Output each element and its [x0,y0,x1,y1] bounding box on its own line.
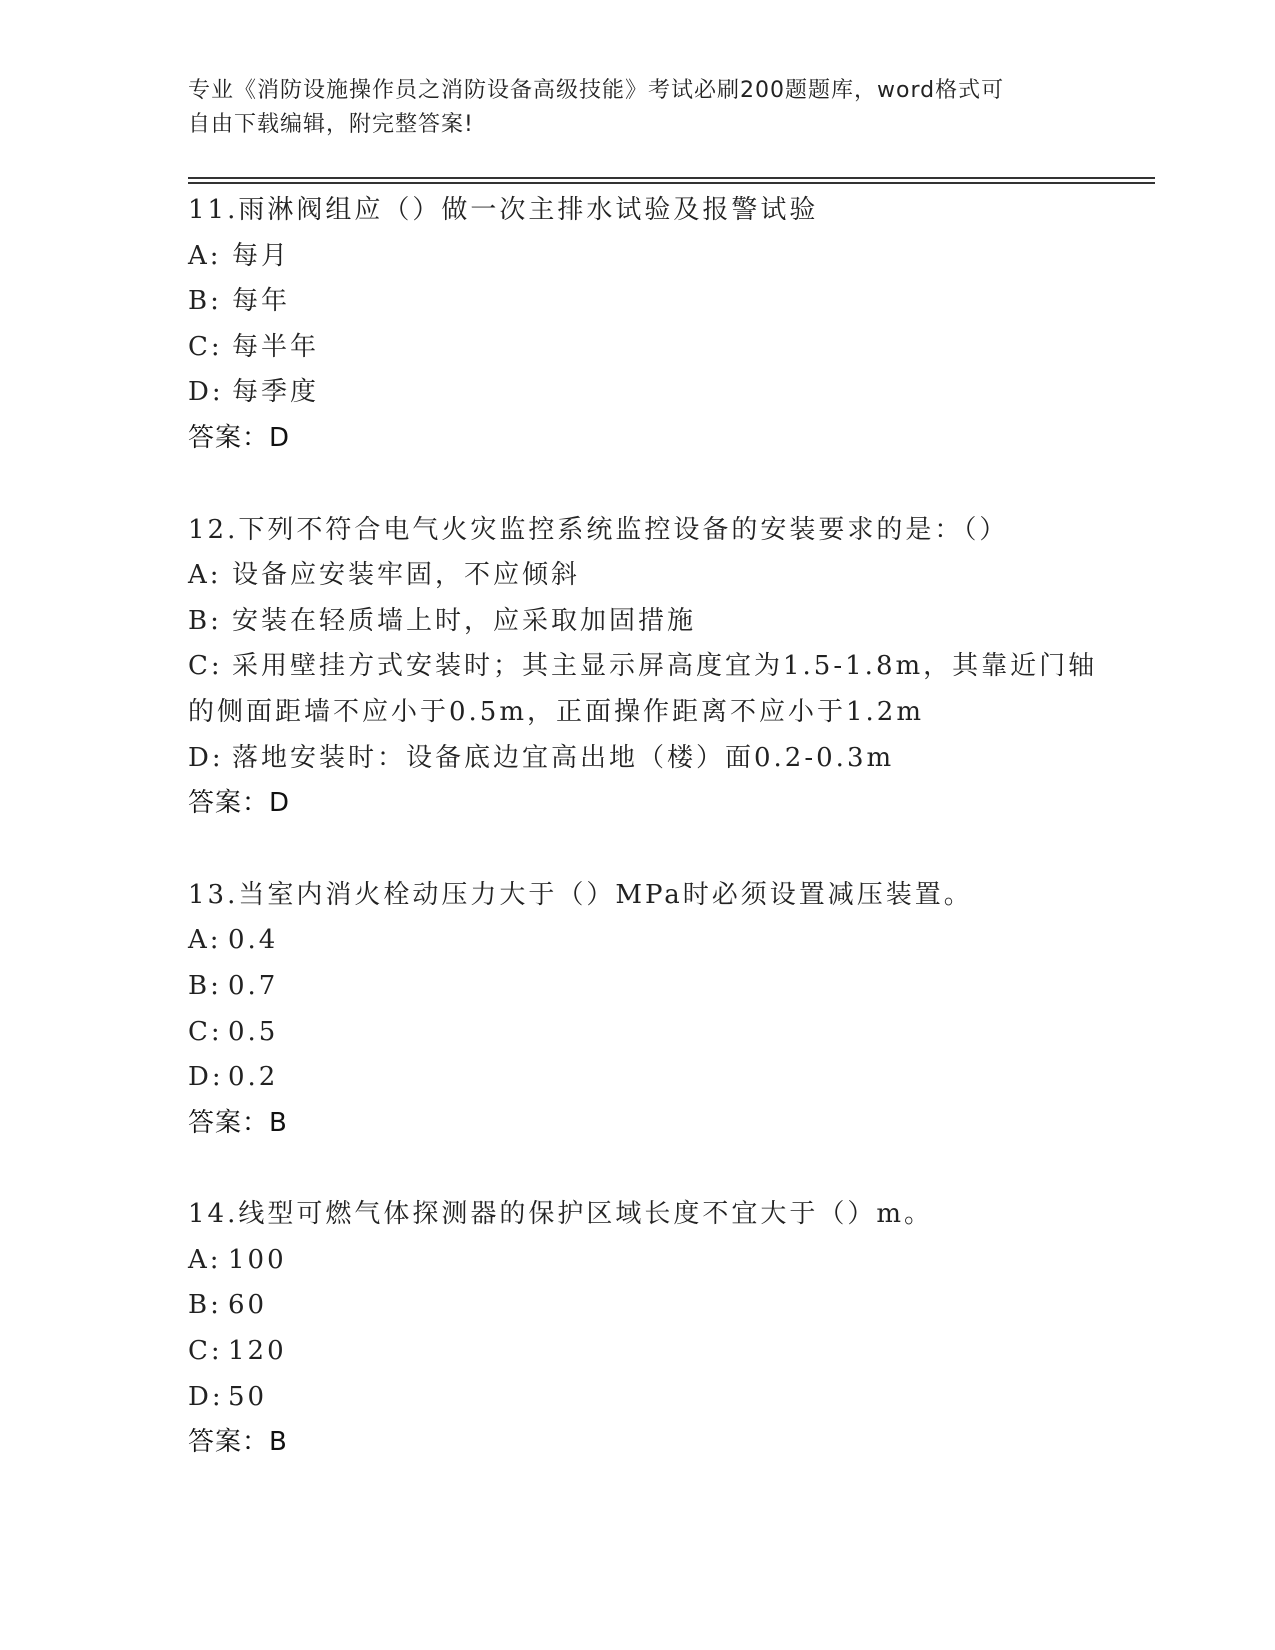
option-d [188,370,1148,416]
question-stem: 14.线型可燃气体探测器的保护区域长度不宜大于（）m。 [188,1199,934,1230]
option-c [188,1010,1148,1056]
option-key: D: [188,377,224,408]
document-header [188,74,1088,142]
question-stem: 11.雨淋阀组应（）做一次主排水试验及报警试验 [188,195,819,225]
question-item [188,873,1148,1147]
option-text: 安装在轻质墙上时，应采取加固措施 [232,605,697,636]
option-c [188,325,1148,371]
option-key: B: [188,605,222,636]
option-text: 120 [228,1336,287,1367]
answer-line: 答案：D [188,788,291,819]
header-divider-top [188,177,1155,179]
question-item [188,1192,1148,1466]
option-d [188,736,1148,782]
option-a [188,1238,1148,1284]
option-key: C: [188,1016,223,1047]
option-text: 每季度 [232,377,320,408]
option-text: 100 [228,1244,287,1275]
option-b [188,964,1148,1010]
option-key: D: [188,742,224,773]
option-a [188,234,1148,280]
question-stem: 13.当室内消火栓动压力大于（）MPa时必须设置减压装置。 [188,879,973,910]
option-key: B: [188,286,222,317]
answer-line: 答案：B [188,1107,288,1138]
question-item [188,188,1148,462]
option-a [188,553,1148,599]
option-key: B: [188,1290,222,1321]
question-item [188,508,1148,827]
option-key: A: [188,240,222,271]
option-key: C: [188,331,223,362]
question-list [188,188,1148,1512]
option-key: A: [188,560,222,591]
option-text: 0.5 [228,1016,279,1047]
option-key: C: [188,651,223,682]
option-d [188,1375,1148,1421]
option-text: 的侧面距墙不应小于0.5m，正面操作距离不应小于1.2m [188,696,925,727]
header-line-2: 自由下载编辑，附完整答案! [188,112,474,137]
option-text: 0.4 [228,925,279,956]
option-text: 0.2 [228,1062,279,1093]
option-key: A: [188,925,222,956]
option-key: D: [188,1381,224,1412]
option-text: 设备应安装牢固，不应倾斜 [232,560,581,591]
option-key: B: [188,970,222,1001]
option-c-continuation [188,690,1148,736]
option-c [188,1329,1148,1375]
option-text: 每半年 [232,331,320,362]
answer-line: 答案：B [188,1427,288,1458]
option-key: A: [188,1244,222,1275]
option-c [188,644,1148,690]
option-text: 每年 [232,286,291,317]
option-text: 0.7 [228,970,279,1001]
option-text: 50 [228,1381,268,1412]
option-a [188,918,1148,964]
header-line-1: 专业《消防设施操作员之消防设备高级技能》考试必刷200题题库，word格式可 [188,78,1005,103]
option-key: D: [188,1062,224,1093]
option-key: C: [188,1336,223,1367]
option-b [188,599,1148,645]
question-stem: 12.下列不符合电气火灾监控系统监控设备的安装要求的是：（） [188,514,1009,545]
header-divider-bottom [188,182,1155,184]
option-d [188,1055,1148,1101]
option-b [188,1283,1148,1329]
answer-line: 答案：D [188,422,291,453]
option-text: 落地安装时：设备底边宜高出地（楼）面0.2-0.3m [232,742,895,773]
option-b [188,279,1148,325]
option-text: 60 [228,1290,268,1321]
option-text: 每月 [232,240,291,271]
option-text: 采用壁挂方式安装时；其主显示屏高度宜为1.5-1.8m，其靠近门轴 [232,651,1098,682]
